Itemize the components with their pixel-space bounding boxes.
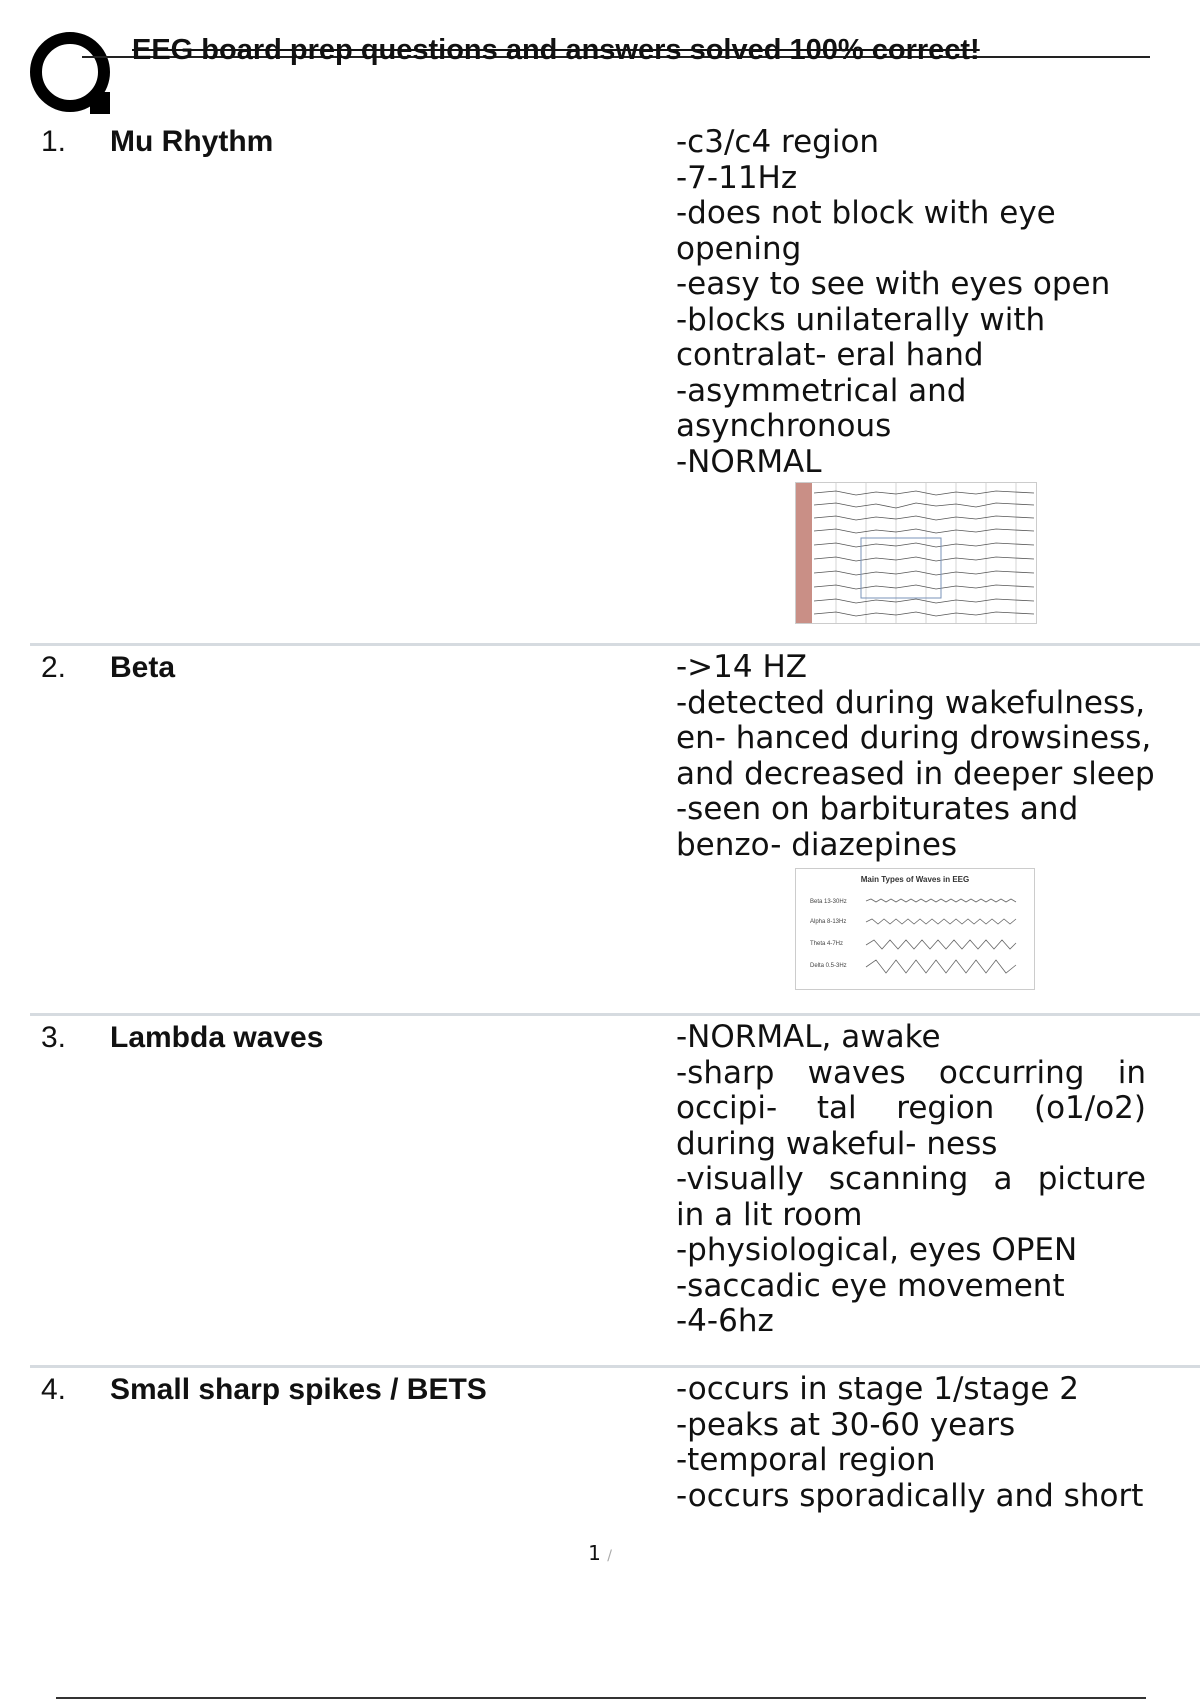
- question-text: Small sharp spikes / BETS: [110, 1373, 487, 1406]
- wave-traces: [796, 869, 1034, 989]
- answer-line: -temporal region: [676, 1442, 936, 1478]
- question-number: 2.: [41, 651, 67, 684]
- answer-line: -detected during wakefulness,: [676, 684, 1146, 721]
- answer-line: occipi- tal region (o1/o2): [676, 1090, 1146, 1126]
- answer-line: -occurs sporadically and short: [676, 1477, 1144, 1514]
- answer-line: contralat- eral hand: [676, 337, 984, 373]
- answer-4: [676, 1372, 1196, 1514]
- answer-line: during wakeful- ness: [676, 1125, 998, 1162]
- answer-line: -4-6hz: [676, 1303, 774, 1339]
- answer-line: -sharp waves occurring in: [676, 1054, 1146, 1091]
- answer-line: -occurs in stage 1/stage 2: [676, 1371, 1080, 1407]
- answer-line: opening: [676, 230, 802, 267]
- answer-line: -saccadic eye movement: [676, 1267, 1065, 1304]
- page-number-value: 1: [588, 1541, 601, 1565]
- answer-line: -does not block with eye: [676, 195, 1056, 231]
- answer-3: [676, 1020, 1196, 1340]
- eeg-trace-image: [795, 482, 1037, 624]
- q-logo-icon: [30, 32, 110, 112]
- image-title: Main Types of Waves in EEG: [860, 875, 970, 884]
- answer-line: in a lit room: [676, 1196, 863, 1233]
- wave-label: Alpha 8-13Hz: [810, 919, 847, 925]
- eeg-channel-labels: [796, 483, 812, 623]
- answer-2: [676, 650, 1196, 863]
- eeg-trace-graphic: [796, 483, 1036, 623]
- answer-1: [676, 125, 1196, 480]
- answer-line: and decreased in deeper sleep: [676, 755, 1155, 792]
- answer-line: -peaks at 30-60 years: [676, 1406, 1016, 1443]
- page-number-separator: /: [607, 1548, 612, 1564]
- wave-label: Theta 4-7Hz: [810, 941, 844, 947]
- answer-line: en- hanced during drowsiness,: [676, 720, 1152, 756]
- answer-line: -physiological, eyes OPEN: [676, 1232, 1078, 1268]
- question-number: 3.: [41, 1021, 67, 1054]
- brain-waves-image: [795, 868, 1035, 990]
- page-title: EEG board prep questions and answers solved 100% correct!: [132, 34, 980, 66]
- question-text: Lambda waves: [110, 1021, 324, 1054]
- footer-rule: [56, 1697, 1146, 1699]
- answer-line: -NORMAL, awake: [676, 1019, 941, 1055]
- wave-label: Beta 13-30Hz: [810, 899, 847, 905]
- row-divider: [30, 643, 1200, 646]
- row-divider: [30, 1013, 1200, 1016]
- question-text: Mu Rhythm: [110, 125, 274, 158]
- row-divider: [30, 1365, 1200, 1368]
- answer-line: -seen on barbiturates and: [676, 791, 1079, 827]
- page-header: [30, 28, 1150, 118]
- question-number: 1.: [41, 125, 67, 158]
- wave-label: Delta 0.5-3Hz: [810, 963, 847, 969]
- answer-line: asynchronous: [676, 408, 892, 444]
- answer-line: -easy to see with eyes open: [676, 266, 1111, 302]
- answer-line: -blocks unilaterally with: [676, 301, 1046, 338]
- answer-line: ->14 HZ: [676, 649, 808, 685]
- answer-line: -7-11Hz: [676, 159, 798, 196]
- answer-line: -NORMAL: [676, 443, 822, 480]
- answer-line: -visually scanning a picture: [676, 1161, 1146, 1197]
- page-number: [0, 1541, 1200, 1565]
- question-number: 4.: [41, 1373, 67, 1406]
- question-text: Beta: [110, 651, 176, 684]
- answer-line: -c3/c4 region: [676, 124, 880, 160]
- answer-line: benzo- diazepines: [676, 826, 958, 863]
- answer-line: -asymmetrical and: [676, 372, 967, 409]
